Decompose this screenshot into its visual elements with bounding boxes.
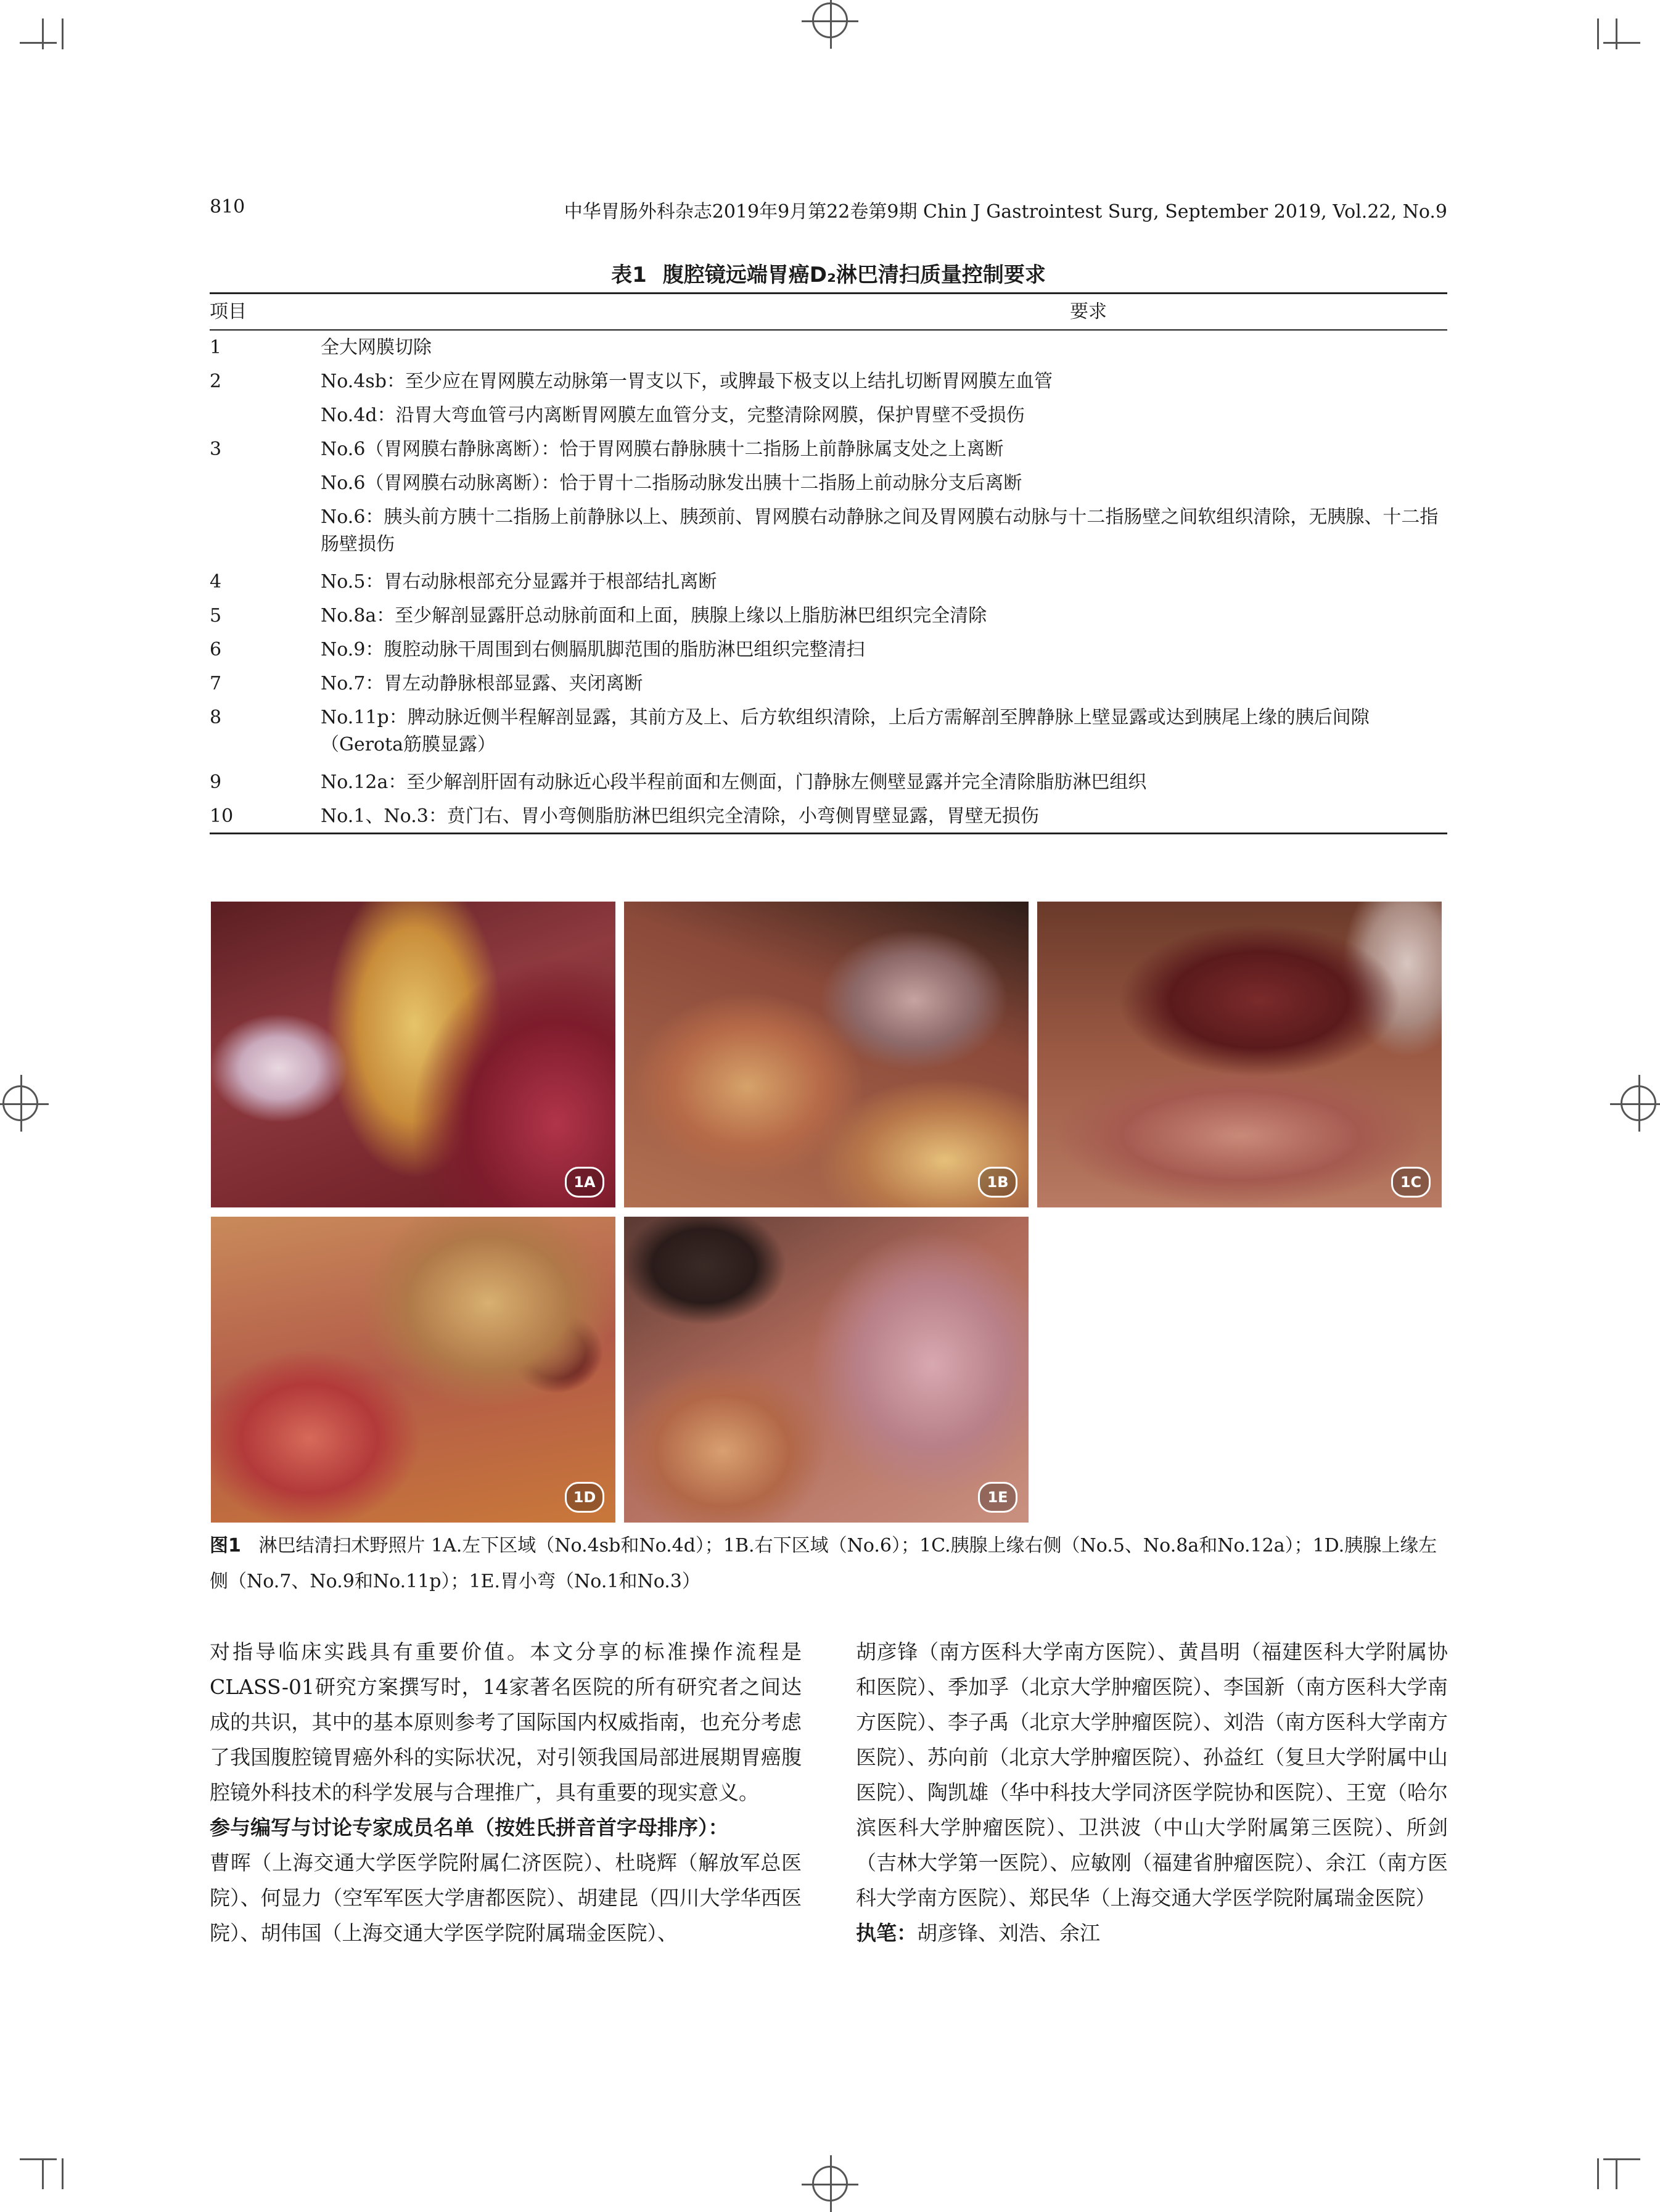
table-header — [210, 298, 1447, 326]
crop-mark — [1603, 2158, 1640, 2160]
table-header-rule — [210, 329, 1447, 331]
row-number: 9 — [210, 771, 222, 793]
table-title-text: 腹腔镜远端胃癌D₂淋巴清扫质量控制要求 — [662, 263, 1046, 287]
crop-mark — [20, 42, 57, 44]
table-col-item: 项目 — [210, 301, 247, 323]
row-number: 5 — [210, 605, 222, 627]
row-requirement: No.5：胃右动脉根部充分显露并于根部结扎离断 — [321, 571, 717, 593]
row-number: 6 — [210, 639, 222, 660]
journal-running-title: 中华胃肠外科杂志2019年9月第22卷第9期 Chin J Gastrointest Surg, September 2019, Vol.22, No.9 — [564, 201, 1447, 223]
row-requirement: No.11p：脾动脉近侧半程解剖显露，其前方及上、后方软组织清除，上后方需解剖至脾静脉上壁显露或达到胰尾上缘的胰后间隙（Gerota筋膜显露） — [321, 707, 1370, 755]
experts-list-right: 胡彦锋（南方医科大学南方医院）、黄昌明（福建医科大学附属协和医院）、季加孚（北京大学肿瘤医院）、李国新（南方医科大学南方医院）、李子禹（北京大学肿瘤医院）、刘浩（南方医科大学南方医院）、苏向前（北京大学肿瘤医院）、孙益红（复旦大学附属中山医院）、陶凯雄（华中科技大学同济医学院协和医院）、王宽（哈尔滨医科大学肿瘤医院）、卫洪波（中山大学附属第三医院）、所剑（吉林大学第一医院）、应敏刚（福建省肿瘤医院）、余江（南方医科大学南方医院）、郑民华（上海交通大学医学院附属瑞金医院） — [856, 1640, 1448, 1910]
row-requirement: No.7：胃左动静脉根部显露、夹闭离断 — [321, 673, 643, 694]
table-bottom-rule — [210, 833, 1447, 834]
table-title — [210, 258, 1447, 288]
figure-caption-text: 淋巴结清扫术野照片 1A.左下区域（No.4sb和No.4d）；1B.右下区域（No.6）；1C.胰腺上缘右侧（No.5、No.8a和No.12a）；1D.胰腺上缘左侧（No.7、No.9和No.11p）；1E.胃小弯（No.1和No.3） — [210, 1535, 1437, 1592]
surgical-photo-1e — [624, 1217, 1029, 1523]
surgical-photo-1c — [1037, 902, 1442, 1207]
author-names: 胡彦锋、刘浩、余江 — [917, 1921, 1100, 1945]
author-label: 执笔： — [856, 1921, 917, 1945]
row-requirement: No.4sb：至少应在胃网膜左动脉第一胃支以下，或脾最下极支以上结扎切断胃网膜左血管 — [321, 371, 1053, 392]
panel-label: 1A — [565, 1167, 604, 1198]
crop-mark — [1616, 2158, 1617, 2189]
row-requirement: No.6：胰头前方胰十二指肠上前静脉以上、胰颈前、胃网膜右动静脉之间及胃网膜右动脉与十二指肠壁之间软组织清除，无胰腺、十二指肠壁损伤 — [321, 506, 1439, 555]
row-number: 10 — [210, 805, 234, 827]
registration-mark — [2, 1085, 38, 1121]
panel-label: 1B — [978, 1167, 1017, 1198]
row-number: 8 — [210, 707, 222, 728]
panel-label: 1C — [1391, 1167, 1431, 1198]
row-requirement: No.4d：沿胃大弯血管弓内离断胃网膜左血管分支，完整清除网膜，保护胃壁不受损伤 — [321, 405, 1025, 426]
crop-mark — [42, 19, 44, 49]
surgical-photo-1a — [211, 902, 615, 1207]
registration-mark — [812, 2, 848, 38]
surgical-photo-1d — [211, 1217, 615, 1523]
crop-mark — [1597, 19, 1599, 49]
crop-mark — [62, 2158, 64, 2189]
figure-label: 图1 — [210, 1535, 241, 1556]
table-col-requirement: 要求 — [1070, 301, 1107, 323]
row-requirement: No.12a：至少解剖肝固有动脉近心段半程前面和左侧面，门静脉左侧壁显露并完全清除脂肪淋巴组织 — [321, 771, 1147, 793]
body-paragraph: 对指导临床实践具有重要价值。本文分享的标准操作流程是CLASS-01研究方案撰写时，14家著名医院的所有研究者之间达成的共识，其中的基本原则参考了国际国内权威指南，也充分考虑了我国腹腔镜胃癌外科的实际状况，对引领我国局部进展期胃癌腹腔镜外科技术的科学发展与合理推广，具有重要的现实意义。 — [210, 1640, 802, 1804]
crop-mark — [1603, 42, 1640, 44]
row-number: 7 — [210, 673, 222, 694]
row-number: 3 — [210, 438, 222, 460]
experts-list-left: 曹晖（上海交通大学医学院附属仁济医院）、杜晓辉（解放军总医院）、何显力（空军军医大学唐都医院）、胡建昆（四川大学华西医院）、胡伟国（上海交通大学医学院附属瑞金医院）、 — [210, 1851, 802, 1945]
row-number: 2 — [210, 371, 222, 392]
registration-mark — [1621, 1085, 1656, 1121]
surgical-photo-1b — [624, 902, 1029, 1207]
row-requirement: No.1、No.3：贲门右、胃小弯侧脂肪淋巴组织完全清除，小弯侧胃壁显露，胃壁无损伤 — [321, 805, 1039, 827]
running-header — [210, 196, 1447, 221]
table-top-rule — [210, 292, 1447, 294]
crop-mark — [62, 19, 64, 49]
row-requirement: No.6（胃网膜右动脉离断）：恰于胃十二指肠动脉发出胰十二指肠上前动脉分支后离断 — [321, 472, 1022, 494]
crop-mark — [1616, 19, 1617, 49]
experts-heading: 参与编写与讨论专家成员名单（按姓氏拼音首字母排序）： — [210, 1815, 729, 1840]
row-requirement: 全大网膜切除 — [321, 337, 432, 358]
row-requirement: No.6（胃网膜右静脉离断）：恰于胃网膜右静脉胰十二指肠上前静脉属支处之上离断 — [321, 438, 1004, 460]
figure-caption — [210, 1528, 1447, 1600]
page-number: 810 — [210, 196, 245, 218]
row-requirement: No.8a：至少解剖显露肝总动脉前面和上面，胰腺上缘以上脂肪淋巴组织完全清除 — [321, 605, 987, 627]
row-number: 1 — [210, 337, 222, 358]
panel-label: 1D — [565, 1482, 604, 1513]
panel-label: 1E — [978, 1482, 1017, 1513]
body-column-left — [210, 1634, 802, 1951]
row-number: 4 — [210, 571, 222, 593]
crop-mark — [42, 2158, 44, 2189]
body-column-right — [856, 1634, 1448, 1951]
table-label: 表1 — [611, 263, 647, 287]
row-requirement: No.9：腹腔动脉干周围到右侧膈肌脚范围的脂肪淋巴组织完整清扫 — [321, 639, 865, 660]
registration-mark — [812, 2166, 848, 2202]
crop-mark — [20, 2158, 57, 2160]
crop-mark — [1597, 2158, 1599, 2189]
